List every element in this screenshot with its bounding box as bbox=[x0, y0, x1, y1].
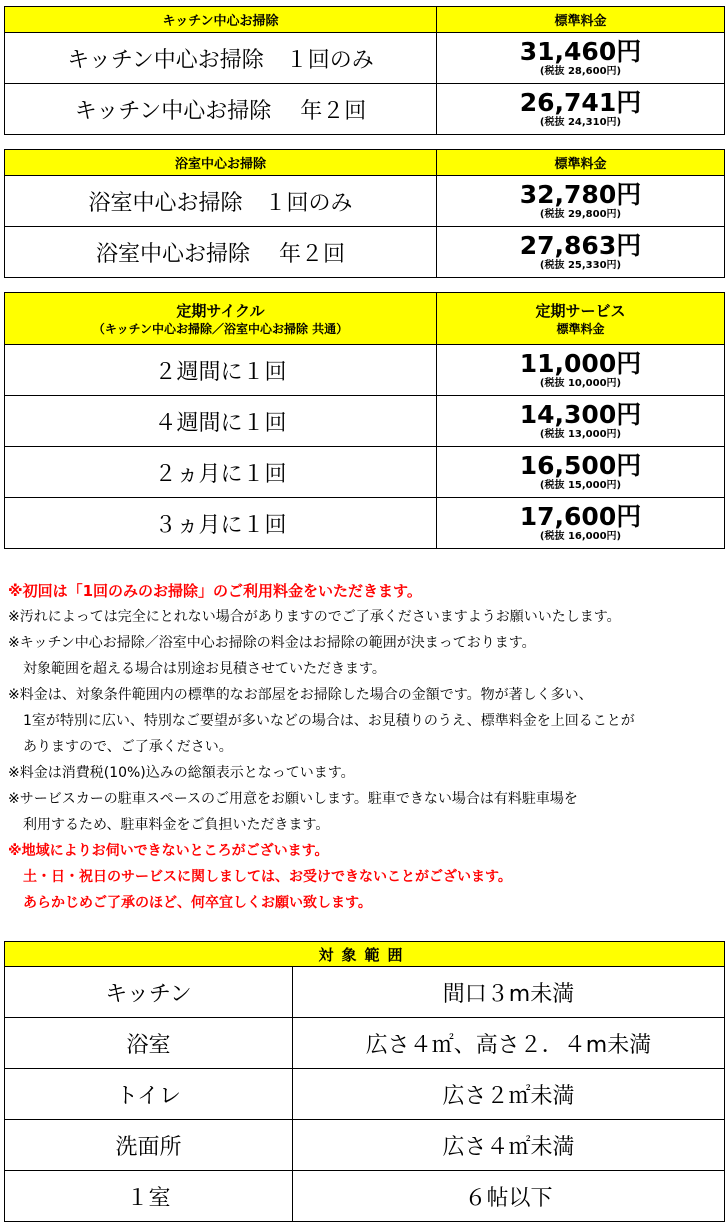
table-row bbox=[5, 33, 725, 84]
price-tax-excluded: (税抜 16,000円) bbox=[539, 531, 622, 542]
scope-condition: 広さ２㎡未満 bbox=[293, 1069, 725, 1120]
price-amount: 17,600円 bbox=[519, 502, 642, 531]
scope-area: １室 bbox=[5, 1171, 293, 1222]
scope-area: 洗面所 bbox=[5, 1120, 293, 1171]
price-cell bbox=[437, 345, 725, 396]
cycle-header-price bbox=[437, 293, 725, 345]
cycle-label: ４週間に１回 bbox=[5, 396, 437, 447]
table-row bbox=[5, 84, 725, 135]
note-line: ありますので、ご了承ください。 bbox=[23, 739, 233, 755]
price-amount: 26,741円 bbox=[519, 88, 642, 117]
price-amount: 32,780円 bbox=[519, 180, 642, 209]
kitchen-header-price: 標準料金 bbox=[437, 7, 725, 33]
scope-area: キッチン bbox=[5, 967, 293, 1018]
table-row bbox=[5, 1069, 725, 1120]
table-row bbox=[5, 498, 725, 549]
table-row bbox=[5, 1120, 725, 1171]
cycle-price-table bbox=[4, 292, 725, 549]
table-row bbox=[5, 176, 725, 227]
bath-header-row bbox=[5, 150, 725, 176]
table-row bbox=[5, 1018, 725, 1069]
scope-condition: 広さ４㎡、高さ２．４m未満 bbox=[293, 1018, 725, 1069]
note-line: ※料金は、対象条件範囲内の標準的なお部屋をお掃除した場合の金額です。物が著しく多い、 bbox=[8, 687, 593, 703]
note-line: ※キッチン中心お掃除／浴室中心お掃除の料金はお掃除の範囲が決まっております。 bbox=[8, 635, 536, 651]
plan-label: キッチン中心お掃除 年２回 bbox=[5, 84, 437, 135]
scope-table bbox=[4, 941, 725, 1222]
price-cell bbox=[437, 176, 725, 227]
cycle-header-title: 定期サイクル bbox=[176, 301, 265, 320]
bath-header-price: 標準料金 bbox=[437, 150, 725, 176]
price-amount: 27,863円 bbox=[519, 231, 642, 260]
cycle-label: ２ヵ月に１回 bbox=[5, 447, 437, 498]
scope-header: 対象範囲 bbox=[5, 942, 725, 967]
cycle-header-row bbox=[5, 293, 725, 345]
price-tax-excluded: (税抜 29,800円) bbox=[539, 209, 622, 220]
price-amount: 31,460円 bbox=[519, 37, 642, 66]
kitchen-price-table bbox=[4, 6, 725, 135]
price-tax-excluded: (税抜 28,600円) bbox=[539, 66, 622, 77]
table-row bbox=[5, 396, 725, 447]
table-row bbox=[5, 345, 725, 396]
price-cell bbox=[437, 447, 725, 498]
bath-price-table bbox=[4, 149, 725, 278]
table-row bbox=[5, 227, 725, 278]
note-line: ※サービスカーの駐車スペースのご用意をお願いします。駐車できない場合は有料駐車場を bbox=[8, 791, 578, 807]
scope-condition: ６帖以下 bbox=[293, 1171, 725, 1222]
price-cell bbox=[437, 498, 725, 549]
note-line: ※料金は消費税(10%)込みの総額表示となっています。 bbox=[8, 765, 355, 781]
note-line: 対象範囲を超える場合は別途お見積させていただきます。 bbox=[23, 661, 386, 677]
price-tax-excluded: (税抜 15,000円) bbox=[539, 480, 622, 491]
area-note: 土・日・祝日のサービスに関しましては、お受けできないことがございます。 bbox=[23, 869, 512, 885]
price-cell bbox=[437, 33, 725, 84]
price-tax-excluded: (税抜 10,000円) bbox=[539, 378, 622, 389]
scope-condition: 広さ４㎡未満 bbox=[293, 1120, 725, 1171]
cycle-header-subtitle: （キッチン中心お掃除／浴室中心お掃除 共通） bbox=[92, 321, 349, 336]
area-note: ※地域によりお伺いできないところがございます。 bbox=[8, 843, 329, 859]
price-amount: 14,300円 bbox=[519, 400, 642, 429]
cycle-label: ３ヵ月に１回 bbox=[5, 498, 437, 549]
price-cell bbox=[437, 84, 725, 135]
notes-section bbox=[8, 578, 724, 916]
scope-header-row bbox=[5, 942, 725, 967]
cycle-label: ２週間に１回 bbox=[5, 345, 437, 396]
scope-area: 浴室 bbox=[5, 1018, 293, 1069]
kitchen-header-label: キッチン中心お掃除 bbox=[5, 7, 437, 33]
price-cell bbox=[437, 227, 725, 278]
plan-label: 浴室中心お掃除 １回のみ bbox=[5, 176, 437, 227]
scope-condition: 間口３m未満 bbox=[293, 967, 725, 1018]
note-line: 利用するため、駐車料金をご負担いただきます。 bbox=[23, 817, 330, 833]
note-line: 1室が特別に広い、特別なご要望が多いなどの場合は、お見積りのうえ、標準料金を上回ることが bbox=[23, 713, 635, 729]
cycle-header-price-subtitle: 標準料金 bbox=[556, 321, 605, 336]
price-tax-excluded: (税抜 25,330円) bbox=[539, 260, 622, 271]
table-row bbox=[5, 447, 725, 498]
price-cell bbox=[437, 396, 725, 447]
table-row bbox=[5, 1171, 725, 1222]
scope-area: トイレ bbox=[5, 1069, 293, 1120]
bath-header-label: 浴室中心お掃除 bbox=[5, 150, 437, 176]
first-time-note: ※初回は「1回のみのお掃除」のご利用料金をいただきます。 bbox=[8, 582, 422, 600]
price-tax-excluded: (税抜 13,000円) bbox=[539, 429, 622, 440]
area-note: あらかじめご了承のほど、何卒宜しくお願い致します。 bbox=[23, 895, 372, 911]
table-row bbox=[5, 967, 725, 1018]
price-amount: 11,000円 bbox=[519, 349, 642, 378]
plan-label: 浴室中心お掃除 年２回 bbox=[5, 227, 437, 278]
cycle-header-label bbox=[5, 293, 437, 345]
cycle-header-price-title: 定期サービス bbox=[535, 301, 626, 320]
price-amount: 16,500円 bbox=[519, 451, 642, 480]
plan-label: キッチン中心お掃除 １回のみ bbox=[5, 33, 437, 84]
price-tax-excluded: (税抜 24,310円) bbox=[539, 117, 622, 128]
kitchen-header-row bbox=[5, 7, 725, 33]
note-line: ※汚れによっては完全にとれない場合がありますのでご了承くださいますようお願いいたします。 bbox=[8, 609, 621, 625]
